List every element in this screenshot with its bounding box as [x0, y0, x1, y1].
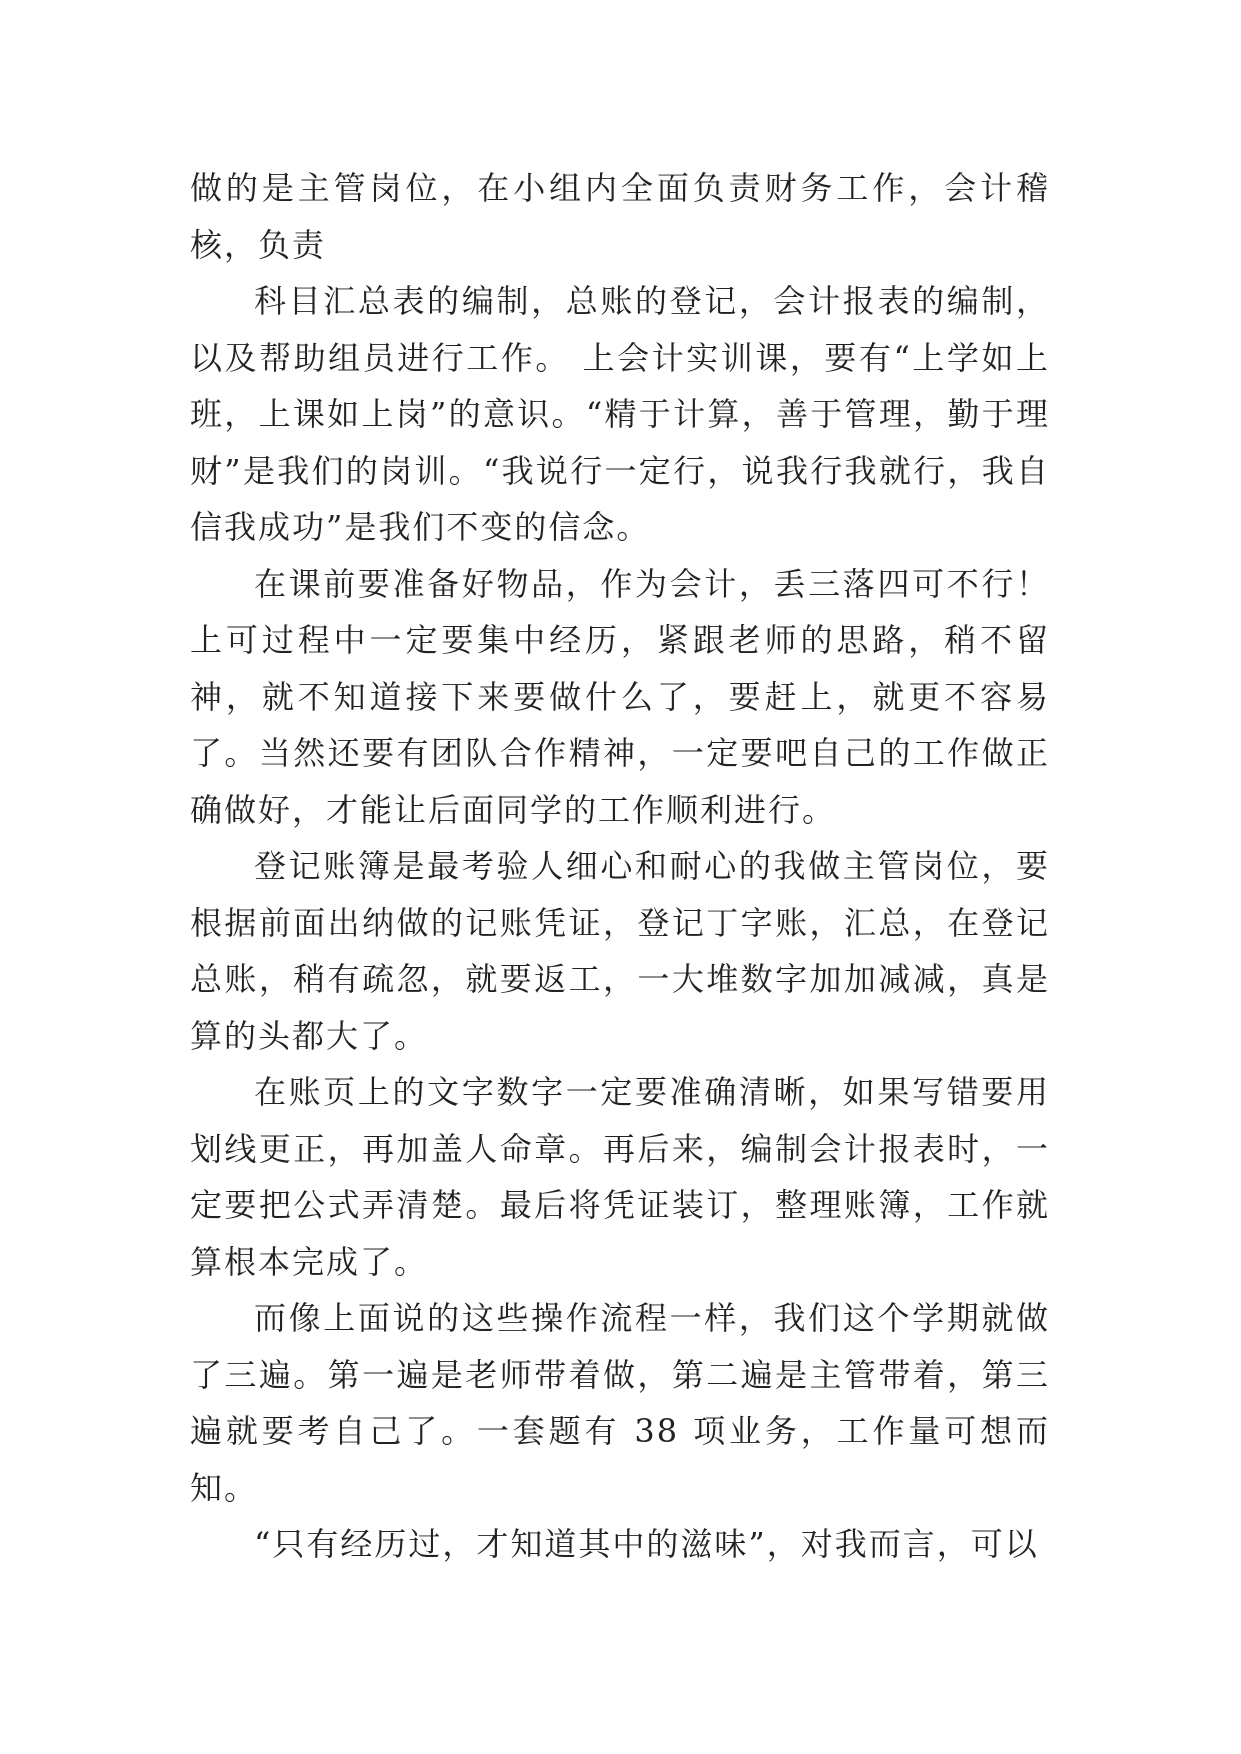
paragraph-2: 科目汇总表的编制，总账的登记，会计报表的编制，以及帮助组员进行工作。 上会计实训课，要有“上学如上班，上课如上岗”的意识。“精于计算，善于管理，勤于理财”是我们的岗训。“我说行一定行，说我行我就行，我自信我成功”是我们不变的信念。	[190, 282, 1050, 546]
paragraph-6: 而像上面说的这些操作流程一样，我们这个学期就做了三遍。第一遍是老师带着做，第二遍是主管带着，第三遍就要考自己了。一套题有 38 项业务，工作量可想而知。	[190, 1299, 1050, 1507]
paragraph-7: “只有经历过，才知道其中的滋味”，对我而言，可以	[254, 1525, 1039, 1563]
document-page	[190, 160, 1050, 1573]
paragraph-5: 在账页上的文字数字一定要准确清晰，如果写错要用划线更正，再加盖人命章。再后来，编制会计报表时，一定要把公式弄清楚。最后将凭证装订，整理账簿，工作就算根本完成了。	[190, 1073, 1050, 1281]
paragraph-4: 登记账簿是最考验人细心和耐心的我做主管岗位，要根据前面出纳做的记账凭证，登记丁字账，汇总，在登记总账，稍有疏忽，就要返工，一大堆数字加加减减，真是算的头都大了。	[190, 847, 1050, 1055]
paragraph-3: 在课前要准备好物品，作为会计，丢三落四可不行！上可过程中一定要集中经历，紧跟老师的思路，稍不留神，就不知道接下来要做什么了，要赶上，就更不容易了。当然还要有团队合作精神，一定要吧自己的工作做正确做好，才能让后面同学的工作顺利进行。	[190, 564, 1050, 829]
paragraph-1: 做的是主管岗位，在小组内全面负责财务工作，会计稽核，负责	[190, 169, 1050, 264]
